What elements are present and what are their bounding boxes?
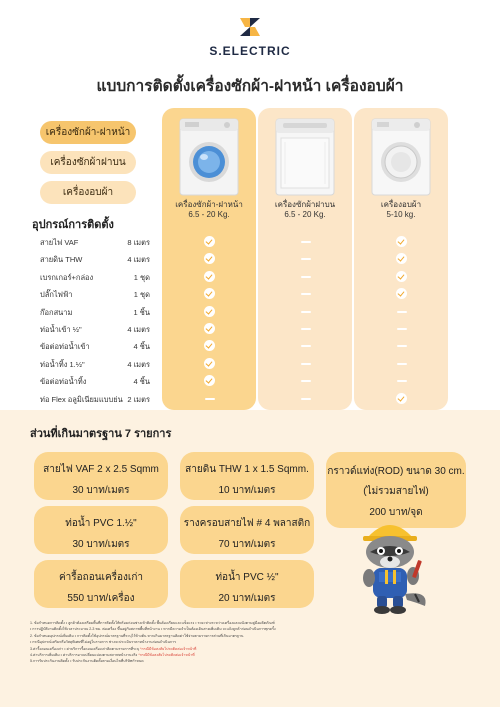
check-icon [204, 323, 215, 334]
price-card-pvc-half [180, 560, 314, 608]
equipment-label: ท่อน้ำเข้า ½" [40, 325, 82, 334]
check-icon [396, 236, 407, 247]
dash-icon [204, 393, 215, 404]
dash-icon [396, 306, 407, 317]
price-card-title: ค่ารื้อถอนเครื่องเก่า [58, 572, 144, 583]
price-card-title: ท่อน้ำ PVC 1.½" [65, 518, 137, 529]
top-load-washer-icon [275, 118, 335, 196]
category-pill-top-load[interactable]: เครื่องซักผ้าฝาบน [40, 151, 136, 174]
equipment-quantity: 4 ชิ้น [133, 342, 150, 352]
price-card-vaf-cable [34, 452, 168, 500]
check-icon [204, 253, 215, 264]
front-load-washer-icon [179, 118, 239, 196]
price-card-cable-trunking [180, 506, 314, 554]
equipment-label: สายดิน THW [40, 255, 83, 265]
check-icon [204, 340, 215, 351]
price-card-price: 10 บาท/เมตร [218, 485, 276, 496]
price-card-subtitle: (ไม่รวมสายไฟ) [363, 486, 429, 497]
dash-icon [300, 340, 311, 351]
page-title: แบบการติดตั้งเครื่องซักผ้า-ฝาหน้า เครื่องอบผ้า [96, 78, 404, 95]
footnote-text: • การปฏิบัติงานติดตั้งใช้เวลาประมาณ 2-3 ชม. ต่อเครื่อง ขึ้นอยู่กับสภาพพื้นที่หน้างาน • หากมีความจำเป็นต้องเดินสายเพิ่มเติม จะแจ้งลูกค้าก่อนดำเนินการทุกครั้ง [30, 627, 276, 632]
footnote-warning: *กรณีมีข้อสงสัยโปรดติดต่อเจ้าหน้าที่ [138, 653, 195, 658]
price-card-price: 200 บาท/จุด [369, 507, 423, 518]
dryer-icon [371, 118, 431, 196]
dash-icon [300, 323, 311, 334]
check-icon [204, 271, 215, 282]
dash-icon [300, 393, 311, 404]
column-capacity: 6.5 - 20 Kg. [188, 210, 230, 219]
price-card-title: สายดิน THW 1 x 1.5 Sqmm. [185, 464, 309, 475]
check-icon [396, 271, 407, 282]
brand-name: S.ELECTRIC [209, 44, 291, 58]
equipment-label: ปลั๊กไฟฟ้า [40, 290, 73, 300]
price-card-price: 20 บาท/เมตร [218, 593, 276, 604]
footnote-text: 3.ค่ารื้อถอนเครื่องเก่า • ค่าบริการรื้อถอนเครื่องเก่าคิดตามรายการที่ระบุ [30, 646, 140, 651]
check-icon [204, 288, 215, 299]
price-card-pvc-1-5 [34, 506, 168, 554]
footnote-text: 1. ข้อกำหนดการติดตั้ง • ลูกค้าต้องเตรียมพื้นที่การติดตั้งให้พร้อมก่อนช่างเข้าติดตั้ง พื้นต้องเรียบและแข็งแรง • ระยะห่างระหว่างเครื่องและผนังตามคู่มือผลิตภัณฑ์ [30, 621, 275, 625]
dash-icon [300, 288, 311, 299]
column-capacity: 5-10 kg. [386, 210, 416, 219]
column-title: เครื่องอบผ้า [380, 200, 422, 209]
category-pill-front-load[interactable]: เครื่องซักผ้า-ฝาหน้า [40, 121, 136, 144]
footnote-text: • กรณีอุปกรณ์เสริมหรือวัสดุพิเศษที่ไม่อยู่ในรายการ ช่างจะประเมินราคาหน้างานก่อนดำเนินการ [30, 640, 177, 645]
price-card-title: สายไฟ VAF 2 x 2.5 Sqmm [43, 464, 159, 475]
dash-icon [396, 323, 407, 334]
equipment-quantity: 1 ชิ้น [133, 307, 150, 317]
price-card-price: 30 บาท/เมตร [72, 485, 130, 496]
footnote-warning: *กรณีมีข้อสงสัยโปรดติดต่อเจ้าหน้าที่ [140, 646, 197, 651]
check-icon [204, 306, 215, 317]
dash-icon [396, 340, 407, 351]
equipment-heading: อุปกรณ์การติดตั้ง [32, 219, 114, 231]
footnotes [30, 620, 470, 665]
check-icon [204, 236, 215, 247]
equipment-quantity: 8 เมตร [127, 238, 150, 247]
check-icon [396, 253, 407, 264]
price-card-price: 30 บาท/เมตร [72, 539, 130, 550]
s-electric-logo-icon [237, 14, 263, 40]
footnote-text: 5.การรับประกันงานติดตั้ง • รับประกันงานติดตั้งตามเงื่อนไขที่บริษัทกำหนด [30, 659, 144, 664]
equipment-quantity: 4 ชิ้น [133, 377, 150, 387]
price-card-title: กราวด์แท่ง(ROD) ขนาด 30 cm. [327, 466, 465, 477]
equipment-quantity: 4 เมตร [127, 325, 150, 334]
equipment-quantity: 1 ชุด [133, 272, 150, 282]
dash-icon [300, 375, 311, 386]
column-title: เครื่องซักผ้า-ฝาหน้า [175, 200, 243, 209]
equipment-label: ก๊อกสนาม [40, 307, 73, 317]
category-pill-dryer[interactable]: เครื่องอบผ้า [40, 181, 136, 204]
equipment-label: ข้อต่อท่อน้ำเข้า [40, 342, 90, 352]
equipment-quantity: 4 เมตร [127, 359, 150, 369]
dash-icon [396, 375, 407, 386]
check-icon [204, 358, 215, 369]
dash-icon [300, 358, 311, 369]
extra-cost-section [0, 410, 500, 707]
check-icon [204, 375, 215, 386]
extra-cost-heading: ส่วนที่เกินมาตรฐาน 7 รายการ [30, 428, 172, 440]
dash-icon [300, 306, 311, 317]
column-capacity: 6.5 - 20 Kg. [284, 210, 326, 219]
check-icon [396, 393, 407, 404]
price-card-thw-ground [180, 452, 314, 500]
price-card-price: 550 บาท/เครื่อง [67, 593, 135, 604]
equipment-label: ท่อน้ำทิ้ง 1.½" [40, 359, 85, 369]
footnote-line [30, 658, 470, 664]
price-card-title: รางครอบสายไฟ # 4 พลาสติก [183, 518, 311, 529]
column-title: เครื่องซักผ้าฝาบน [274, 200, 336, 209]
footnote-text: 2. ข้อกำหนดอุปกรณ์เพิ่มเติม • การติดตั้งใช้อุปกรณ์มาตรฐานที่ระบุไว้ข้างต้น หากเกินมาตรฐานคิดค่าใช้จ่ายตามรายการส่วนที่เกินมาตรฐาน [30, 633, 244, 638]
dash-icon [300, 236, 311, 247]
price-card-price: 70 บาท/เมตร [218, 539, 276, 550]
dash-icon [396, 358, 407, 369]
equipment-label: ท่อ Flex อลูมิเนียมแบบย่น [40, 394, 123, 404]
equipment-label: สายไฟ VAF [40, 238, 79, 247]
equipment-label: เบรกเกอร์+กล่อง [40, 272, 94, 282]
check-icon [396, 288, 407, 299]
equipment-quantity: 1 ชุด [133, 290, 150, 300]
dash-icon [300, 271, 311, 282]
footnote-text: 4.ค่าบริการเพิ่มเติม • ค่าบริการอาจเปลี่ยนแปลงตามสภาพหน้างานจริง [30, 653, 138, 658]
price-card-title: ท่อน้ำ PVC ½" [215, 572, 279, 583]
raccoon-electrician-mascot-icon [345, 510, 435, 615]
price-card-old-removal [34, 560, 168, 608]
equipment-quantity: 4 เมตร [127, 255, 150, 265]
brand-logo [0, 14, 500, 58]
equipment-quantity: 2 เมตร [127, 394, 150, 404]
equipment-label: ข้อต่อท่อน้ำทิ้ง [40, 377, 87, 387]
dash-icon [300, 253, 311, 264]
